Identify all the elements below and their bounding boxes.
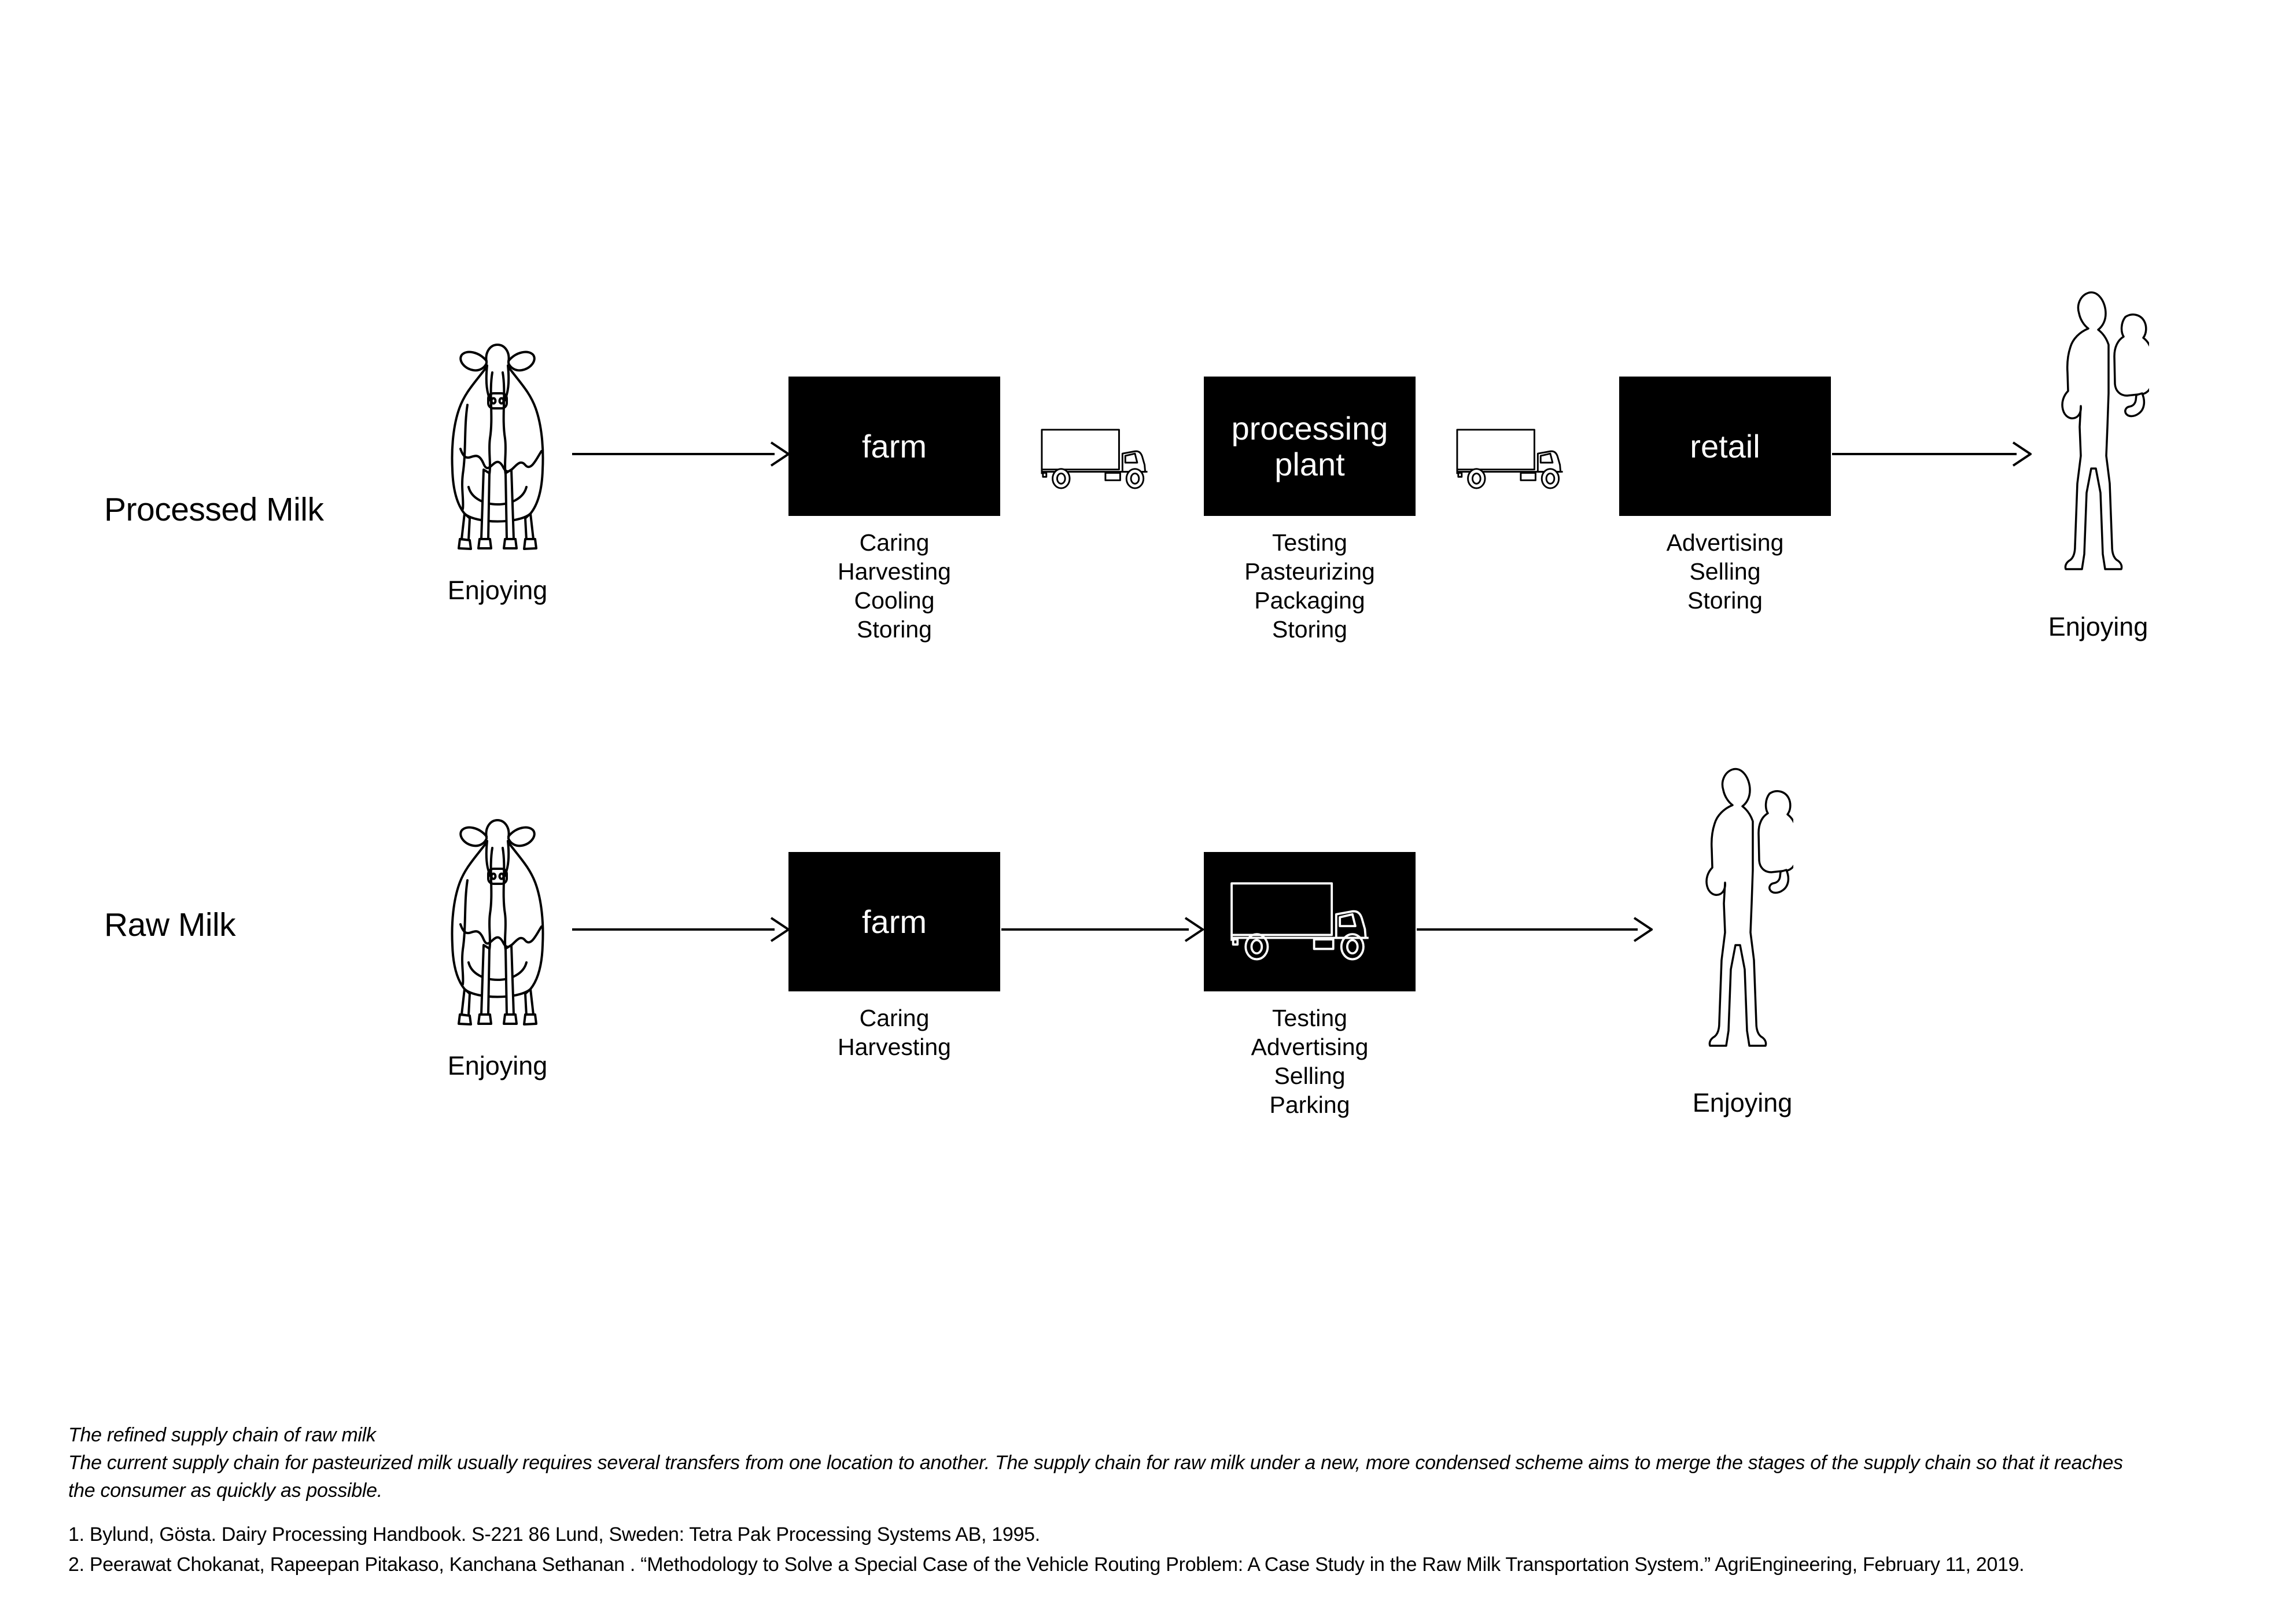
reference-line: 2. Peerawat Chokanat, Rapeepan Pitakaso, Kanchana Sethanan . “Methodology to Solve a Special Case of the Vehicle Routing Problem: A Case Study in the Raw Milk Transportation System.” AgriEngineering, February 11, 2019. — [68, 1554, 2025, 1576]
row-label-raw-milk: Raw Milk — [104, 906, 236, 943]
stage-activity: Packaging — [1254, 587, 1365, 614]
stage-activity: Caring — [859, 1005, 930, 1031]
person-with-child-icon — [1691, 766, 1793, 1052]
cow-caption: Enjoying — [447, 576, 548, 605]
stage-box-label: processing plant — [1231, 410, 1388, 482]
stage-activity: Testing — [1272, 529, 1347, 556]
cow-icon — [433, 335, 563, 555]
truck-icon — [1040, 425, 1164, 493]
person-with-child-icon — [2047, 289, 2149, 575]
stage-activities-farm-raw — [788, 1004, 1000, 1061]
stage-activity: Selling — [1274, 1063, 1346, 1089]
stage-activity: Caring — [859, 529, 930, 556]
stage-activities-retail — [1619, 528, 1831, 615]
stage-activities-truck-transport — [1204, 1004, 1416, 1119]
stage-activities-farm — [788, 528, 1000, 644]
reference-line: 1. Bylund, Gösta. Dairy Processing Handbook. S-221 86 Lund, Sweden: Tetra Pak Processing Systems AB, 1995. — [68, 1524, 1040, 1545]
stage-box-label: retail — [1690, 427, 1760, 464]
stage-box-truck-transport — [1204, 852, 1416, 991]
stage-box-label: farm — [862, 903, 927, 940]
stage-activity: Advertising — [1666, 529, 1784, 556]
stage-box-processing-plant — [1204, 377, 1416, 516]
truck-icon — [1455, 425, 1580, 493]
cow-icon — [433, 811, 563, 1031]
cow-caption: Enjoying — [447, 1051, 548, 1080]
row-label-processed-milk: Processed Milk — [104, 491, 324, 528]
arrow-right-icon — [1831, 441, 2032, 467]
stage-activity: Storing — [1687, 587, 1763, 614]
stage-activity: Storing — [857, 616, 932, 643]
arrow-right-icon — [571, 917, 790, 942]
stage-activity: Harvesting — [838, 1034, 951, 1060]
caption-line: the consumer as quickly as possible. — [68, 1480, 382, 1502]
stage-activity: Testing — [1272, 1005, 1347, 1031]
stage-activity: Storing — [1272, 616, 1347, 643]
stage-box-farm-raw — [788, 852, 1000, 991]
caption-title: The refined supply chain of raw milk — [68, 1424, 376, 1446]
person-caption: Enjoying — [2048, 612, 2148, 641]
stage-activity: Pasteurizing — [1244, 558, 1375, 585]
stage-activity: Harvesting — [838, 558, 951, 585]
arrow-right-icon — [1000, 917, 1204, 942]
stage-activity: Advertising — [1251, 1034, 1369, 1060]
stage-activity: Parking — [1269, 1091, 1350, 1118]
truck-in-box-icon — [1229, 877, 1391, 966]
stage-box-label: farm — [862, 427, 927, 464]
stage-activities-processing-plant — [1204, 528, 1416, 644]
stage-box-retail — [1619, 377, 1831, 516]
caption-line: The current supply chain for pasteurized milk usually requires several transfers from one location to another. The supply chain for raw milk under a new, more condensed scheme aims to merge the stages of the supply chain so that it reaches — [68, 1452, 2123, 1474]
arrow-right-icon — [1416, 917, 1653, 942]
stage-activity: Cooling — [854, 587, 935, 614]
person-caption: Enjoying — [1692, 1088, 1793, 1117]
arrow-right-icon — [571, 441, 790, 467]
stage-activity: Selling — [1689, 558, 1761, 585]
stage-box-farm — [788, 377, 1000, 516]
